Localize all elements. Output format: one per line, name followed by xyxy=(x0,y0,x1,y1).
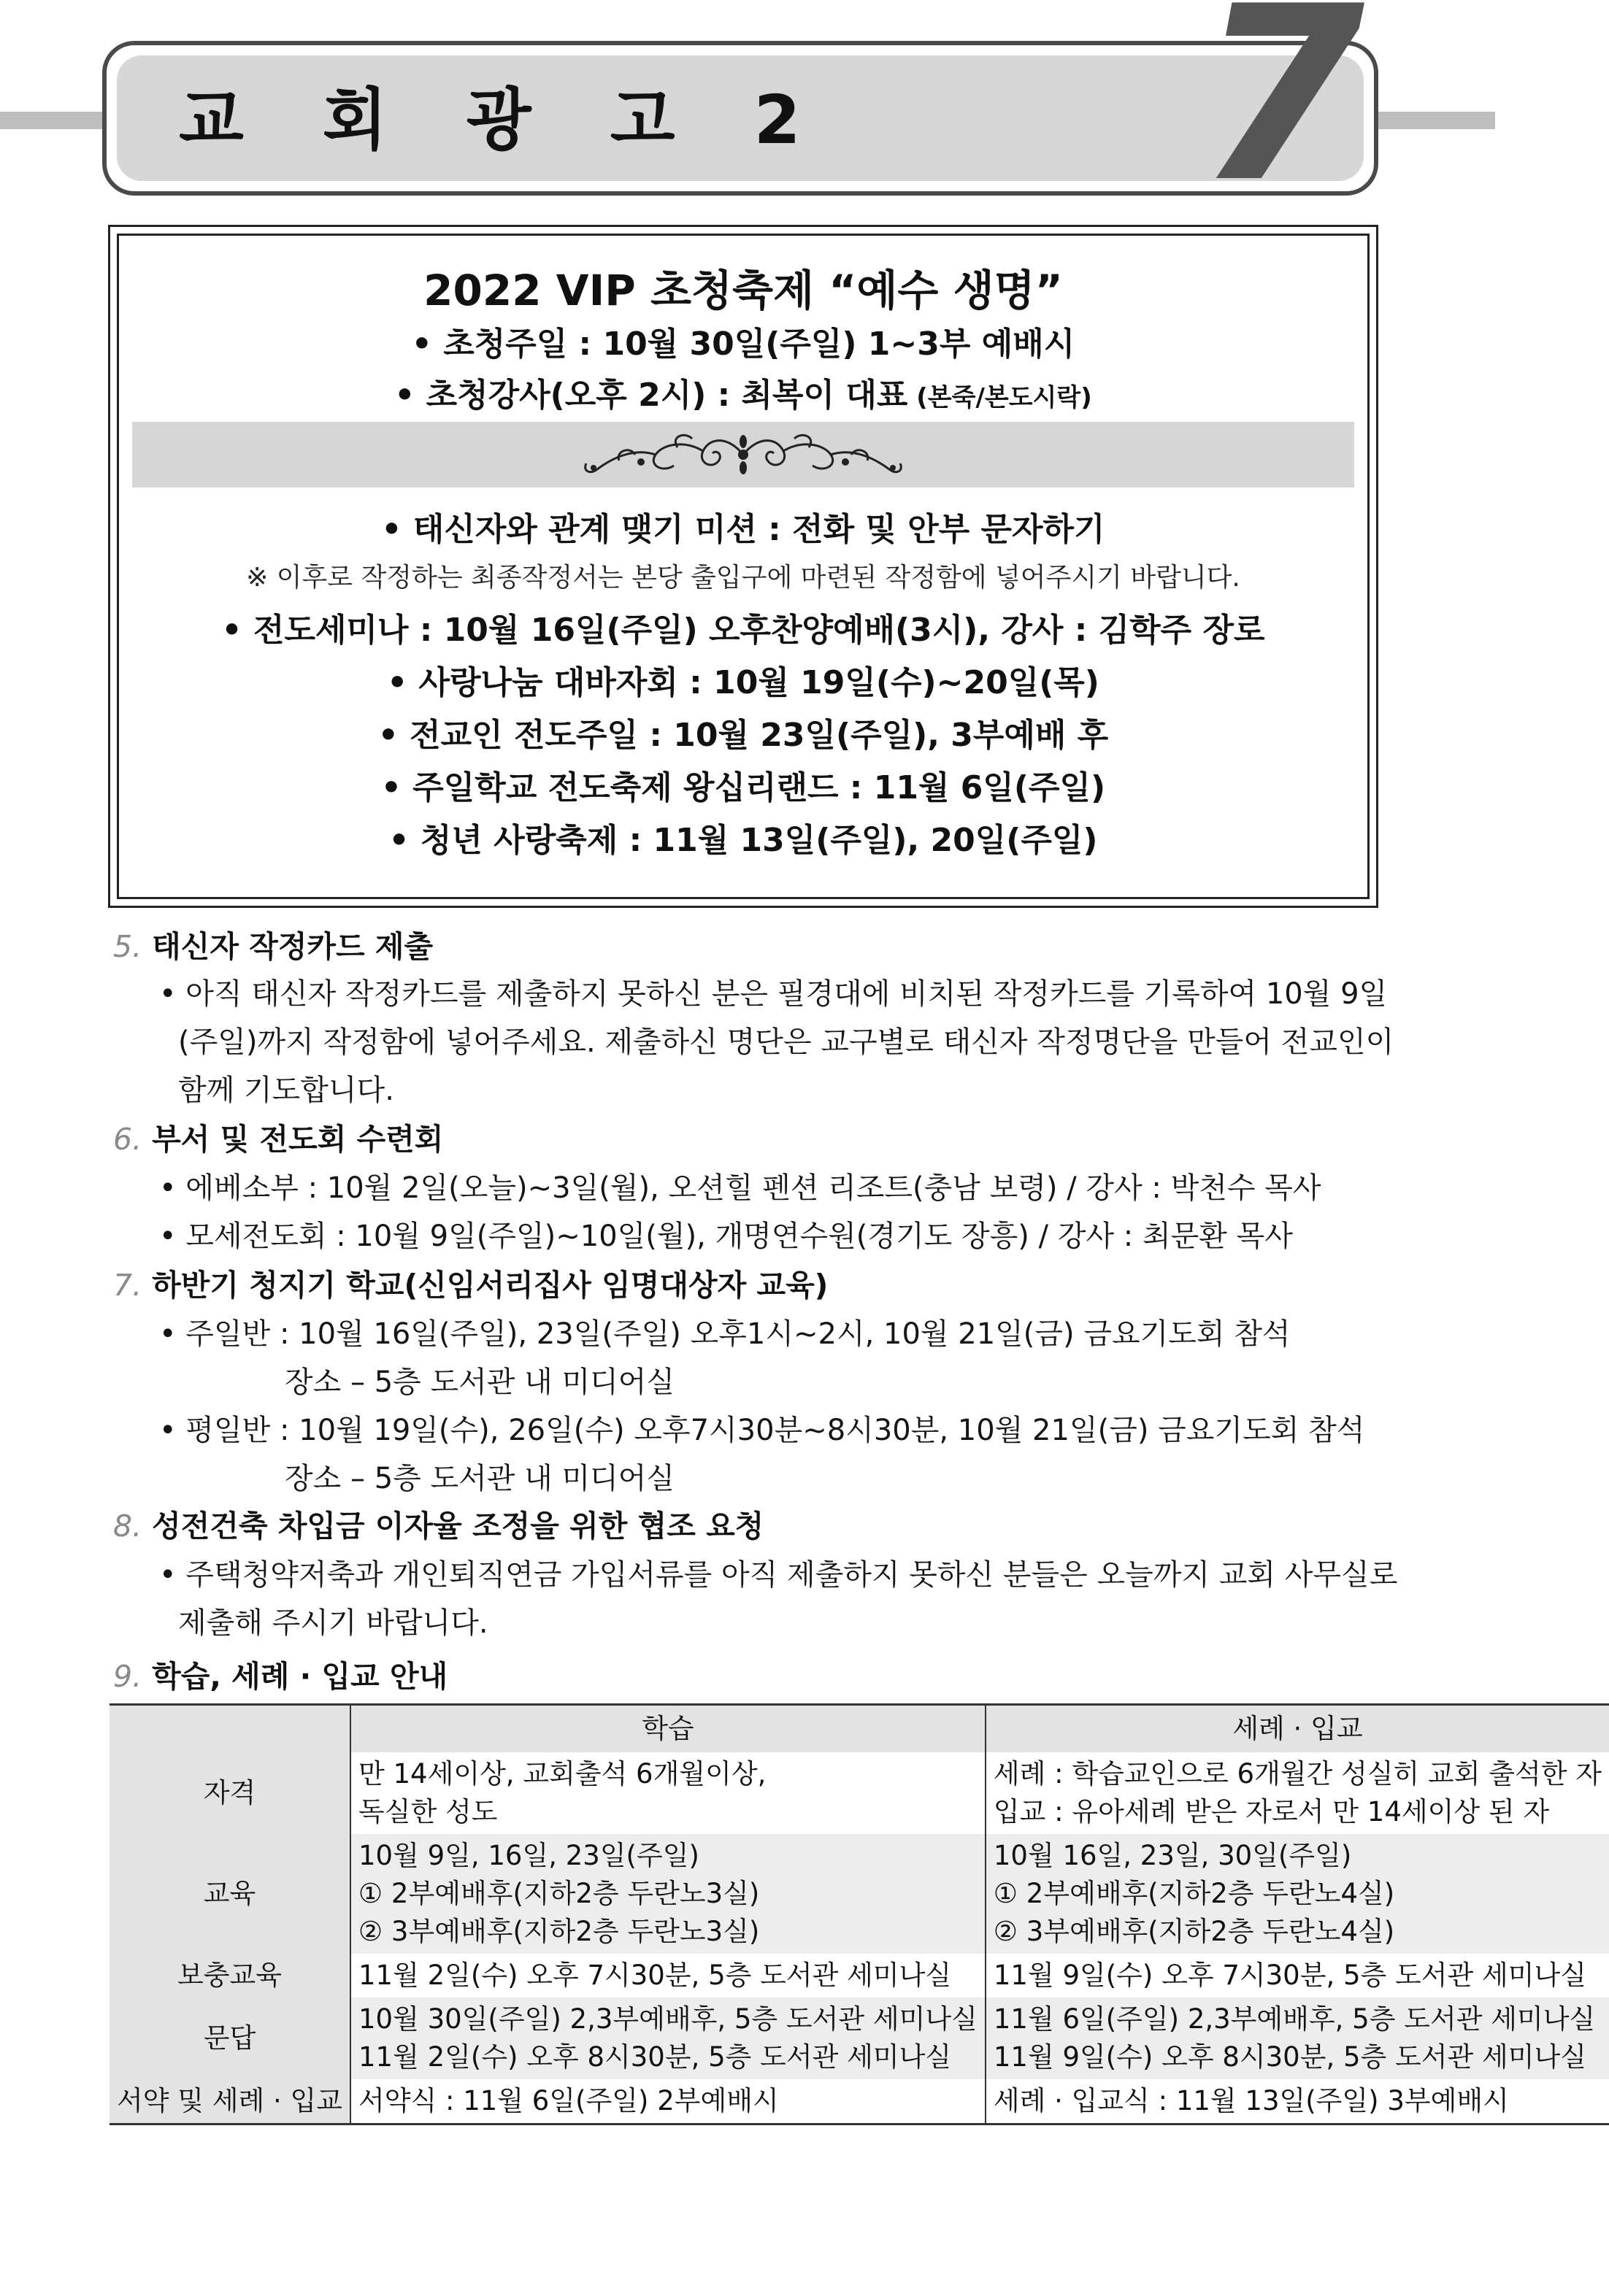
row-label: 문답 xyxy=(110,1998,350,2079)
section-8-heading xyxy=(113,1502,764,1545)
table-cell xyxy=(350,1834,986,1954)
vip-festival-box-inner xyxy=(117,234,1370,899)
cell-line: ② 3부예배후(지하2층 두란노3실) xyxy=(358,1916,760,1947)
cell-line: ① 2부예배후(지하2층 두란노4실) xyxy=(993,1878,1395,1909)
cell-line: 10월 30일(주일) 2,3부예배후, 5층 도서관 세미나실 xyxy=(358,2003,978,2035)
cell-line: 만 14세이상, 교회출석 6개월이상, xyxy=(358,1758,767,1790)
catechism-baptism-table xyxy=(110,1703,1609,2125)
cell-line: 세례 : 학습교인으로 6개월간 성실히 교회 출석한 자 xyxy=(993,1758,1602,1790)
section-5-line: • 아직 태신자 작정카드를 제출하지 못하신 분은 필경대에 비치된 작정카드를 기록하여 10월 9일 xyxy=(159,977,1388,1011)
cell-line: 독실한 성도 xyxy=(358,1796,498,1827)
ornament-band xyxy=(132,422,1354,488)
table-row xyxy=(110,1834,1609,1954)
section-7-heading xyxy=(113,1261,828,1304)
table-row xyxy=(110,1998,1609,2079)
section-number: 5. xyxy=(113,929,142,964)
section-6-heading xyxy=(113,1115,443,1158)
cell-line: 입교 : 유아세례 받은 자로서 만 14세이상 된 자 xyxy=(993,1796,1550,1827)
table-header-cell: 세례 · 입교 xyxy=(986,1705,1609,1753)
section-title: 하반기 청지기 학교(신임서리집사 임명대상자 교육) xyxy=(152,1268,829,1303)
table-cell xyxy=(350,1998,986,2079)
table-cell: 11월 2일(수) 오후 7시30분, 5층 도서관 세미나실 xyxy=(350,1954,986,1998)
section-5-line: (주일)까지 작정함에 넣어주세요. 제출하신 명단은 교구별로 태신자 작정명단을 만들어 전교인이 xyxy=(178,1025,1394,1059)
cell-line: 11월 2일(수) 오후 8시30분, 5층 도서관 세미나실 xyxy=(358,2041,952,2073)
cell-line: ② 3부예배후(지하2층 두란노4실) xyxy=(993,1916,1395,1947)
vip-item-evangelism-sunday: • 전교인 전도주일 : 10월 23일(주일), 3부예배 후 xyxy=(377,717,1109,754)
section-8-line: • 주택청약저축과 개인퇴직연금 가입서류를 아직 제출하지 못하신 분들은 오늘까지 교회 사무실로 xyxy=(159,1558,1398,1592)
vip-mission: • 태신자와 관계 맺기 미션 : 전화 및 안부 문자하기 xyxy=(381,511,1105,548)
section-6-line: • 모세전도회 : 10월 9일(주일)~10일(월), 개명연수원(경기도 장흥) / 강사 : 최문환 목사 xyxy=(159,1220,1293,1253)
vip-speaker xyxy=(119,369,1367,415)
row-label: 자격 xyxy=(110,1752,350,1834)
section-7-line: • 주일반 : 10월 16일(주일), 23일(주일) 오후1시~2시, 10월 21일(금) 금요기도회 참석 xyxy=(159,1317,1291,1351)
table-header-cell xyxy=(110,1705,350,1753)
flourish-ornament-icon xyxy=(575,425,911,484)
vip-invite-sunday: • 초청주일 : 10월 30일(주일) 1~3부 예배시 xyxy=(411,325,1075,363)
table-cell xyxy=(986,1752,1609,1834)
table-header-row xyxy=(110,1705,1609,1753)
vip-speaker-main: • 초청강사(오후 2시) : 최복이 대표 xyxy=(394,377,908,414)
table-cell: 서약식 : 11월 6일(주일) 2부예배시 xyxy=(350,2079,986,2124)
section-number: 6. xyxy=(113,1122,142,1157)
table-cell xyxy=(986,1834,1609,1954)
table-cell: 세례 · 입교식 : 11월 13일(주일) 3부예배시 xyxy=(986,2079,1609,2124)
table-cell xyxy=(986,1998,1609,2079)
row-label: 서약 및 세례 · 입교 xyxy=(110,2079,350,2124)
cell-line: 10월 9일, 16일, 23일(주일) xyxy=(358,1840,699,1871)
vip-item-sunday-school: • 주일학교 전도축제 왕십리랜드 : 11월 6일(주일) xyxy=(380,769,1106,806)
section-7-line: • 평일반 : 10월 19일(수), 26일(수) 오후7시30분~8시30분, 10월 21일(금) 금요기도회 참석 xyxy=(159,1414,1365,1447)
vip-item-youth: • 청년 사랑축제 : 11월 13일(주일), 20일(주일) xyxy=(388,822,1098,859)
section-title: 부서 및 전도회 수련회 xyxy=(152,1122,444,1157)
cell-line: ① 2부예배후(지하2층 두란노3실) xyxy=(358,1878,760,1909)
section-title: 성전건축 차입금 이자율 조정을 위한 협조 요청 xyxy=(152,1509,764,1544)
vip-title: 2022 VIP 초청축제 “예수 생명” xyxy=(423,266,1063,315)
section-number: 7. xyxy=(113,1268,142,1303)
section-title: 학습, 세례 · 입교 안내 xyxy=(152,1659,448,1694)
table-cell: 11월 9일(수) 오후 7시30분, 5층 도서관 세미나실 xyxy=(986,1954,1609,1998)
cell-line: 11월 6일(주일) 2,3부예배후, 5층 도서관 세미나실 xyxy=(993,2003,1596,2035)
row-label: 보충교육 xyxy=(110,1954,350,1998)
cell-line: 10월 16일, 23일, 30일(주일) xyxy=(993,1840,1352,1871)
section-7-line: 장소 – 5층 도서관 내 미디어실 xyxy=(285,1462,675,1495)
table-header-cell: 학습 xyxy=(350,1705,986,1753)
page-number: 7 xyxy=(1197,0,1365,235)
section-title: 태신자 작정카드 제출 xyxy=(152,929,434,964)
row-label: 교육 xyxy=(110,1834,350,1954)
section-5-line: 함께 기도합니다. xyxy=(178,1074,394,1107)
section-5-heading xyxy=(113,922,433,966)
vip-item-bazaar: • 사랑나눔 대바자회 : 10월 19일(수)~20일(목) xyxy=(387,664,1099,701)
page-title: 교 회 광 고 2 xyxy=(179,81,829,159)
table-row xyxy=(110,1954,1609,1998)
table-row xyxy=(110,2079,1609,2124)
section-8-line: 제출해 주시기 바랍니다. xyxy=(178,1606,488,1640)
section-number: 9. xyxy=(113,1659,142,1694)
vip-note: ※ 이후로 작정하는 최종작정서는 본당 출입구에 마련된 작정함에 넣어주시기 바랍니다. xyxy=(246,563,1240,593)
table-cell xyxy=(350,1752,986,1834)
vip-item-seminar: • 전도세미나 : 10월 16일(주일) 오후찬양예배(3시), 강사 : 김학주 장로 xyxy=(221,612,1265,649)
vip-speaker-affiliation: (본죽/본도시락) xyxy=(907,383,1092,412)
cell-line: 11월 9일(수) 오후 8시30분, 5층 도서관 세미나실 xyxy=(993,2041,1586,2073)
section-number: 8. xyxy=(113,1509,142,1544)
table-row xyxy=(110,1752,1609,1834)
vip-festival-box xyxy=(108,225,1378,908)
section-9-heading xyxy=(113,1652,448,1695)
section-6-line: • 에베소부 : 10월 2일(오늘)~3일(월), 오션힐 펜션 리조트(충남 보령) / 강사 : 박천수 목사 xyxy=(159,1171,1321,1205)
section-7-line: 장소 – 5층 도서관 내 미디어실 xyxy=(285,1365,675,1399)
